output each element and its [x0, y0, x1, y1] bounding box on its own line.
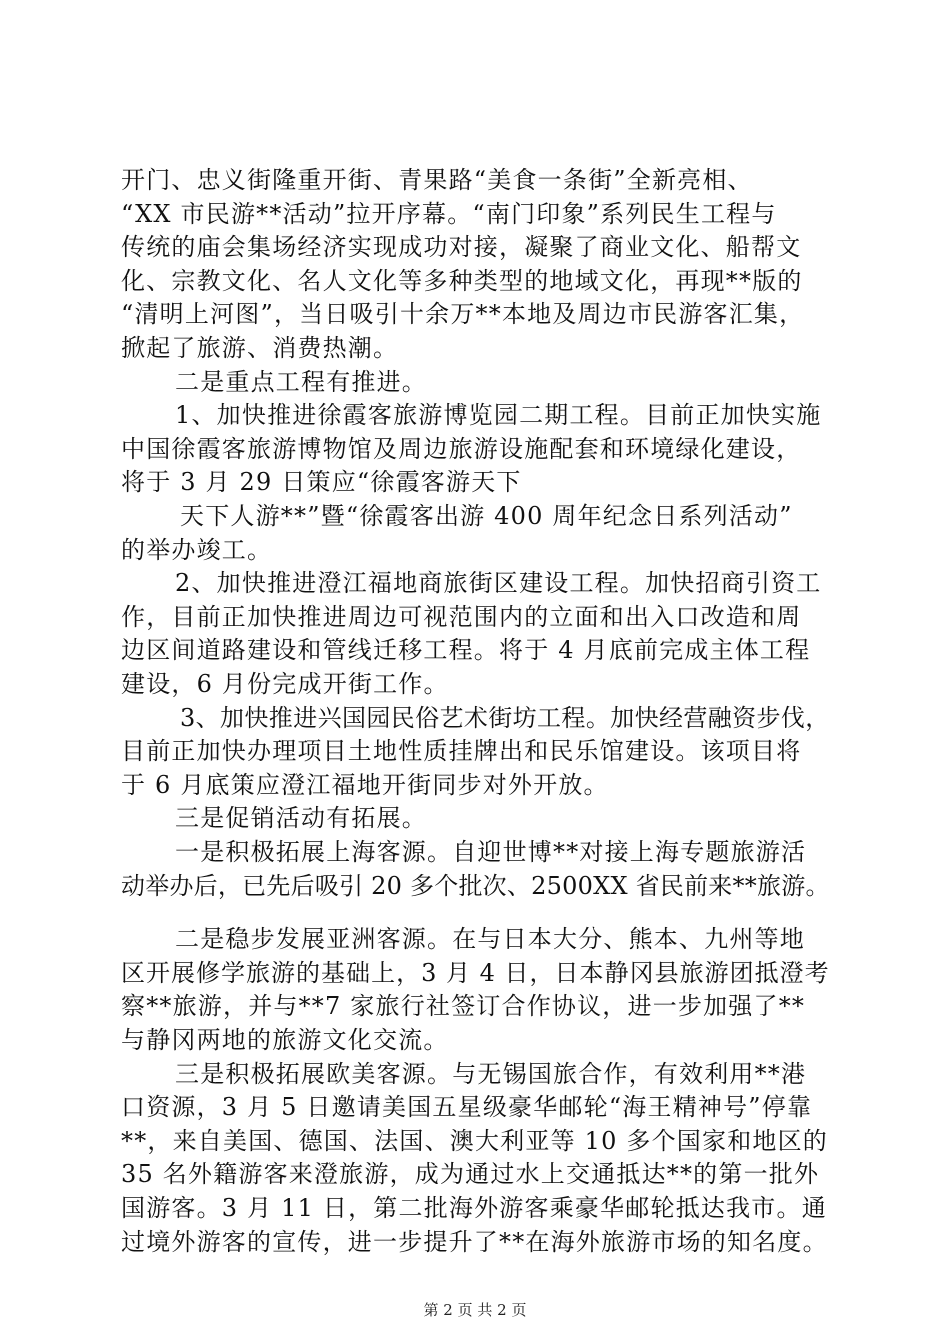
body-text-line: 察**旅游，并与**7 家旅行社签订合作协议，进一步加强了** — [121, 992, 806, 1020]
body-text-line: “清明上河图”，当日吸引十余万**本地及周边市民游客汇集， — [121, 300, 805, 328]
body-text-line: 于 6 月底策应澄江福地开街同步对外开放。 — [121, 771, 609, 799]
body-text-line: 作，目前正加快推进周边可视范围内的立面和出入口改造和周 — [121, 603, 802, 631]
body-text-line: 与静冈两地的旅游文化交流。 — [121, 1026, 449, 1054]
body-text-line: 35 名外籍游客来澄旅游，成为通过水上交通抵达**的第一批外 — [121, 1160, 820, 1188]
page-footer: 第 2 页 共 2 页 — [423, 1301, 527, 1319]
body-text-line: 三是积极拓展欧美客源。与无锡国旅合作，有效利用**港 — [175, 1060, 807, 1088]
body-text-line: 的举办竣工。 — [121, 536, 273, 564]
body-text-line: 1、加快推进徐霞客旅游博览园二期工程。目前正加快实施 — [175, 401, 822, 429]
section-heading: 三是促销活动有拓展。 — [175, 804, 427, 832]
body-text-line: 目前正加快办理项目土地性质挂牌出和民乐馆建设。该项目将 — [121, 737, 802, 765]
body-text-line: 3、加快推进兴国园民俗艺术街坊工程。加快经营融资步伐， — [180, 704, 830, 732]
body-text-line: 口资源，3 月 5 日邀请美国五星级豪华邮轮“海王精神号”停靠 — [121, 1093, 813, 1121]
body-text-line: 将于 3 月 29 日策应“徐霞客游天下 — [121, 468, 522, 496]
body-text-line: 一是积极拓展上海客源。自迎世博**对接上海专题旅游活 — [175, 838, 807, 866]
body-text-line: 天下人游**”暨“徐霞客出游 400 周年纪念日系列活动” — [180, 502, 793, 530]
body-text-line: 边区间道路建设和管线迁移工程。将于 4 月底前完成主体工程 — [121, 636, 811, 664]
body-text-line: 掀起了旅游、消费热潮。 — [121, 334, 399, 362]
body-text-line: 传统的庙会集场经济实现成功对接，凝聚了商业文化、船帮文 — [121, 233, 802, 261]
section-heading: 二是重点工程有推进。 — [175, 368, 427, 396]
body-text-line: 建设，6 月份完成开街工作。 — [121, 670, 449, 698]
body-text-line: 2、加快推进澄江福地商旅街区建设工程。加快招商引资工 — [175, 569, 822, 597]
body-text-line: **，来自美国、德国、法国、澳大利亚等 10 多个国家和地区的 — [121, 1127, 828, 1155]
body-text-line: 过境外游客的宣传，进一步提升了**在海外旅游市场的知名度。 — [121, 1228, 828, 1256]
body-text-line: 动举办后，已先后吸引 20 多个批次、2500XX 省民前来**旅游。 — [121, 872, 830, 900]
body-text-line: 开门、忠义街隆重开街、青果路“美食一条街”全新亮相、 — [121, 166, 753, 194]
body-text-line: 化、宗教文化、名人文化等多种类型的地域文化，再现**版的 — [121, 267, 803, 295]
body-text-line: 区开展修学旅游的基础上，3 月 4 日，日本静冈县旅游团抵澄考 — [121, 959, 830, 987]
body-text-line: 国游客。3 月 11 日，第二批海外游客乘豪华邮轮抵达我市。通 — [121, 1194, 827, 1222]
body-text-line: “XX 市民游**活动”拉开序幕。“南门印象”系列民生工程与 — [121, 200, 777, 228]
body-text-line: 中国徐霞客旅游博物馆及周边旅游设施配套和环境绿化建设， — [121, 435, 802, 463]
body-text-line: 二是稳步发展亚洲客源。在与日本大分、熊本、九州等地 — [175, 925, 805, 953]
